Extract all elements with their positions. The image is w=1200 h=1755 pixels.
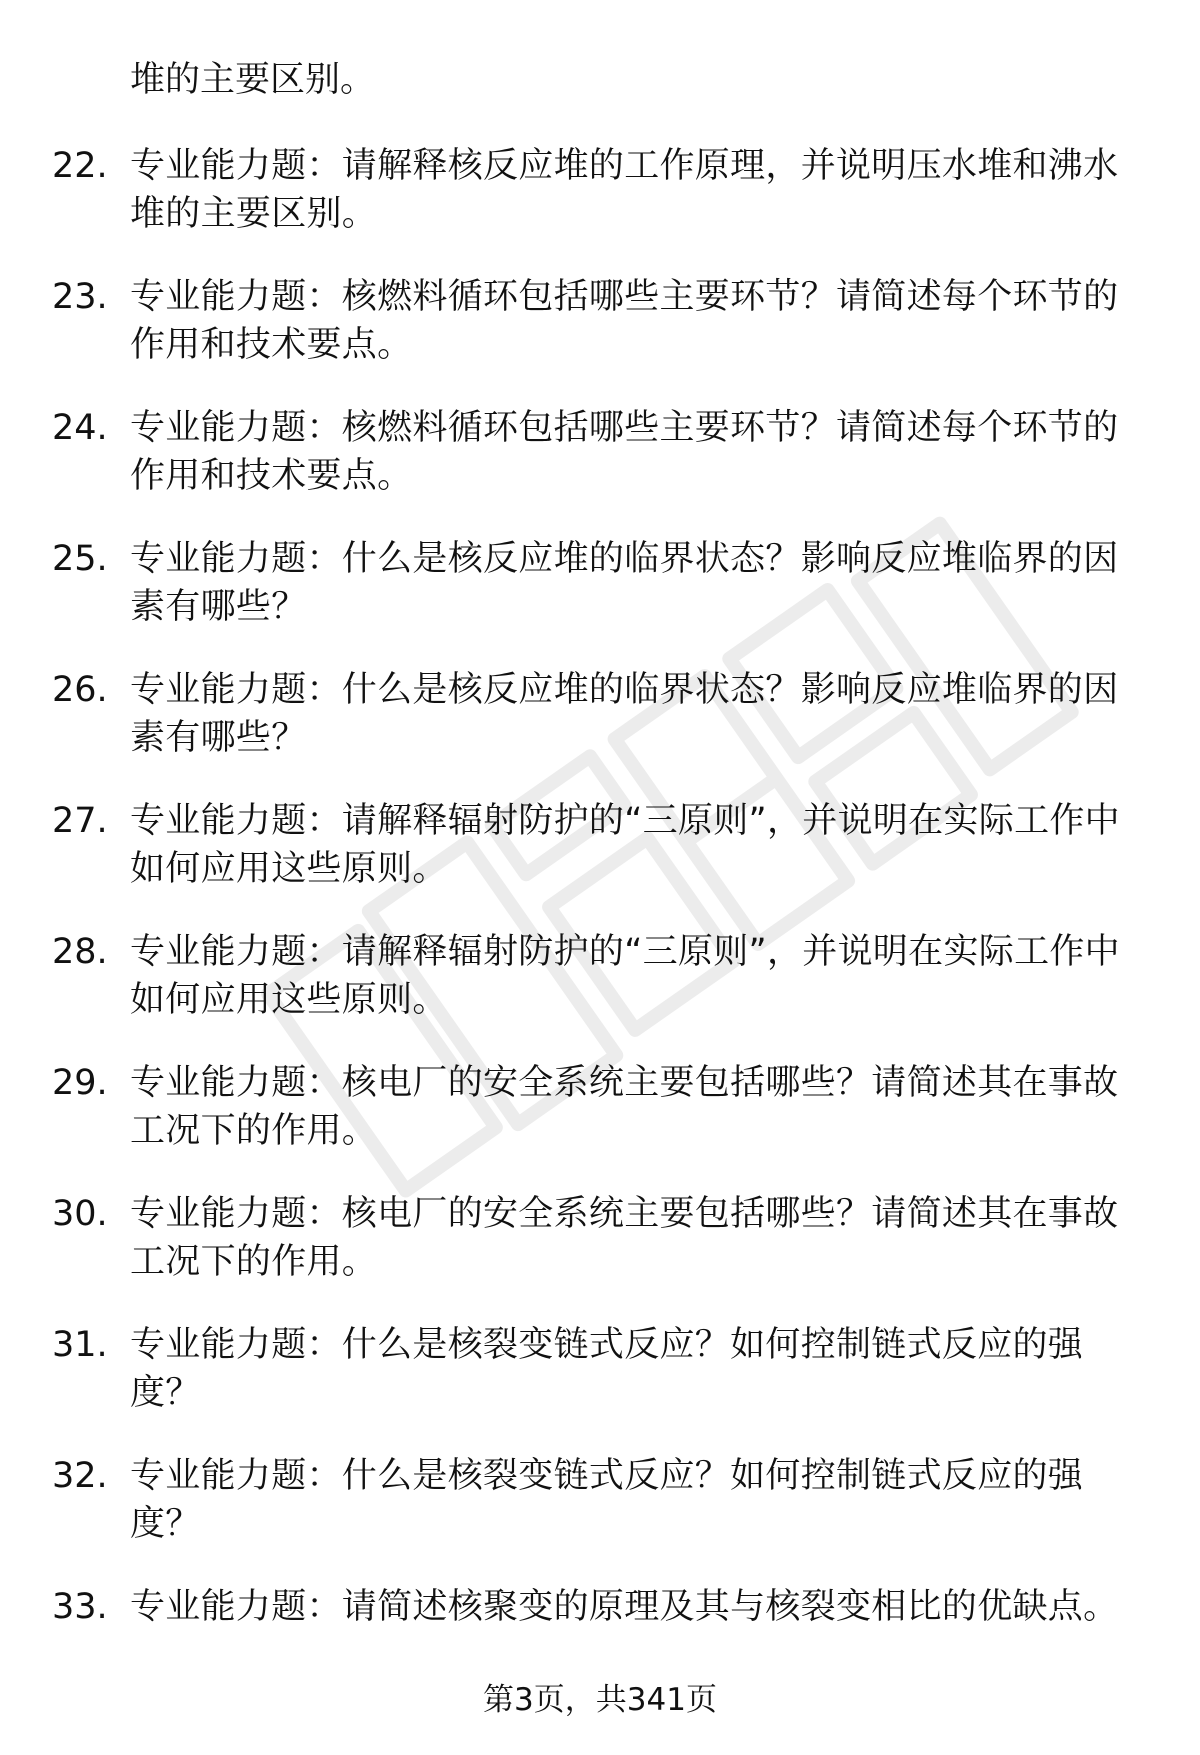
question-number: 26. (52, 670, 108, 710)
question-text: 专业能力题：请解释辐射防护的“三原则”，并说明在实际工作中如何应用这些原则。 (130, 801, 1120, 889)
question-item (0, 1452, 1200, 1583)
question-text: 专业能力题：核燃料循环包括哪些主要环节？请简述每个环节的作用和技术要点。 (130, 408, 1119, 496)
question-number: 22. (52, 146, 108, 186)
question-number: 25. (52, 539, 108, 579)
question-text: 专业能力题：请解释辐射防护的“三原则”，并说明在实际工作中如何应用这些原则。 (130, 932, 1120, 1020)
question-text: 专业能力题：核电厂的安全系统主要包括哪些？请简述其在事故工况下的作用。 (130, 1194, 1119, 1282)
question-item (0, 535, 1200, 666)
question-item (0, 797, 1200, 928)
question-number: 29. (52, 1063, 108, 1103)
page-number-footer: 第3页，共341页 (483, 1682, 717, 1718)
question-list (0, 142, 1200, 1714)
question-number: 27. (52, 801, 108, 841)
question-number: 33. (52, 1587, 108, 1627)
question-item (0, 928, 1200, 1059)
question-number: 28. (52, 932, 108, 972)
question-text: 专业能力题：什么是核反应堆的临界状态？影响反应堆临界的因素有哪些？ (130, 670, 1119, 758)
question-text: 专业能力题：什么是核裂变链式反应？如何控制链式反应的强度？ (130, 1456, 1084, 1544)
question-item (0, 1059, 1200, 1190)
question-number: 23. (52, 277, 108, 317)
question-item (0, 666, 1200, 797)
question-text: 专业能力题：请解释核反应堆的工作原理，并说明压水堆和沸水堆的主要区别。 (130, 146, 1119, 234)
question-number: 24. (52, 408, 108, 448)
question-item (0, 1190, 1200, 1321)
question-text: 专业能力题：核电厂的安全系统主要包括哪些？请简述其在事故工况下的作用。 (130, 1063, 1119, 1151)
question-text: 专业能力题：什么是核裂变链式反应？如何控制链式反应的强度？ (130, 1325, 1084, 1413)
question-text: 专业能力题：核燃料循环包括哪些主要环节？请简述每个环节的作用和技术要点。 (130, 277, 1119, 365)
question-number: 31. (52, 1325, 108, 1365)
question-item (0, 404, 1200, 535)
question-item (0, 1321, 1200, 1452)
question-text: 专业能力题：什么是核反应堆的临界状态？影响反应堆临界的因素有哪些？ (130, 539, 1119, 627)
question-text: 专业能力题：请简述核聚变的原理及其与核裂变相比的优缺点。 (130, 1587, 1119, 1627)
question-number: 30. (52, 1194, 108, 1234)
question-number: 32. (52, 1456, 108, 1496)
question-item (0, 273, 1200, 404)
question-item (0, 142, 1200, 273)
continued-question-text: 堆的主要区别。 (130, 60, 376, 100)
